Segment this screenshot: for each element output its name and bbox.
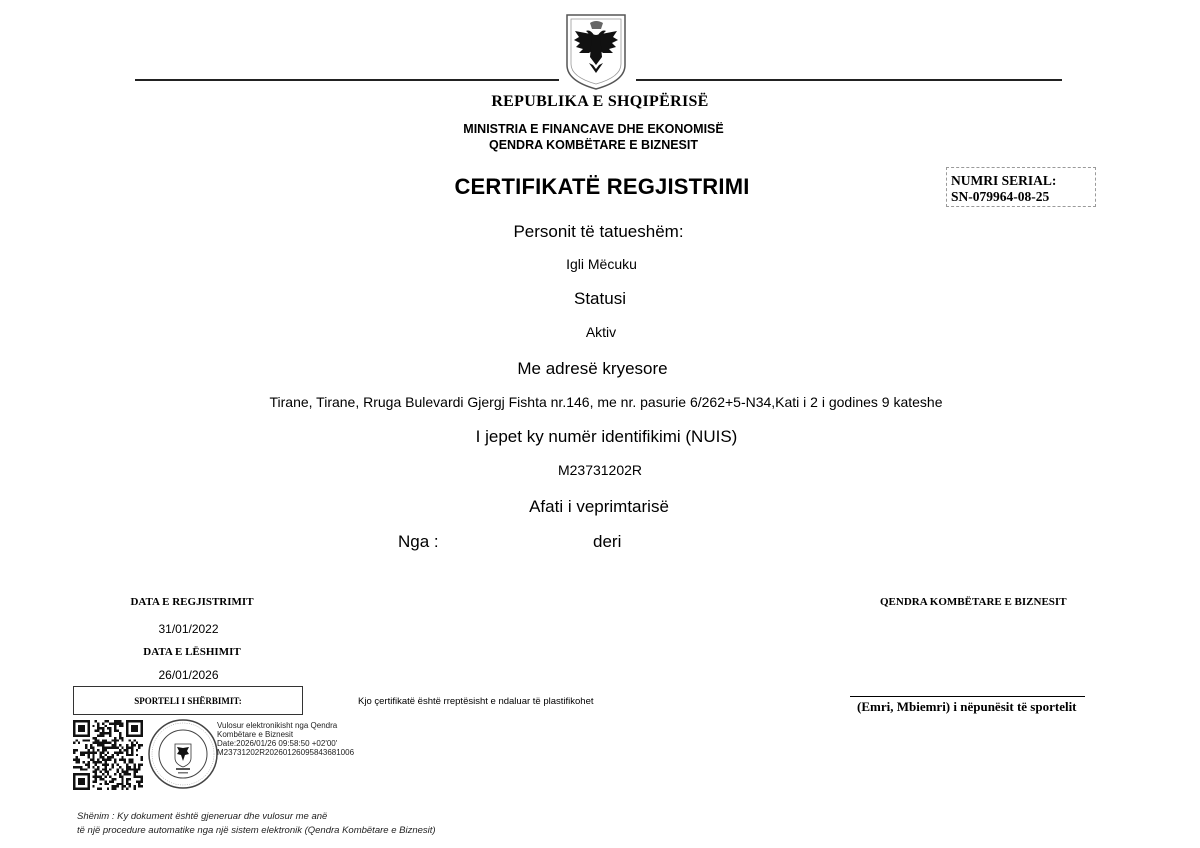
footer-note-line-1: Shënim : Ky dokument është gjeneruar dhe vulosur me anë (77, 811, 328, 822)
to-label: deri (593, 532, 622, 551)
republic-heading: REPUBLIKA E SHQIPËRISË (491, 93, 709, 110)
signature-line (850, 696, 1085, 697)
center-heading: QENDRA KOMBËTARE E BIZNESIT (488, 138, 699, 152)
serial-label: NUMRI SERIAL: (951, 173, 1057, 188)
esign-line-2: Kombëtare e Biznesit (217, 730, 294, 739)
nuis-label: I jepet ky numër identifikimi (NUIS) (475, 427, 738, 446)
from-label: Nga : (398, 532, 439, 551)
header-rule-right (636, 79, 1062, 81)
term-label: Afati i veprimtarisë (529, 497, 669, 516)
ministry-heading: MINISTRIA E FINANCAVE DHE EKONOMISË (463, 122, 724, 136)
issue-date-label: DATA E LËSHIMIT (143, 646, 241, 658)
registration-date-label: DATA E REGJISTRIMIT (130, 596, 254, 608)
electronic-seal-icon (147, 718, 219, 790)
address-label: Me adresë kryesore (517, 359, 668, 378)
status-label: Statusi (574, 289, 626, 308)
esign-line-1: Vulosur elektronikisht nga Qendra (217, 721, 338, 730)
address-value: Tirane, Tirane, Rruga Bulevardi Gjergj Fishta nr.146, me nr. pasurie 6/262+5-N34,Kati i 2 i godines 9 kateshe (269, 394, 943, 410)
electronic-signature-block (217, 721, 354, 757)
albanian-eagle-emblem-icon (565, 13, 627, 91)
esign-line-4: M23731202R20260126095843681006 (217, 748, 355, 757)
footer-note (77, 810, 436, 838)
serial-value: SN-079964-08-25 (951, 189, 1050, 204)
signature-label: (Emri, Mbiemri) i nëpunësit të sportelit (857, 699, 1077, 714)
person-label: Personit të tatueshëm: (513, 222, 684, 241)
lamination-note: Kjo çertifikatë është rreptësisht e ndaluar të plastifikohet (358, 696, 594, 707)
qr-code-icon (73, 720, 143, 790)
serial-number-box (946, 167, 1096, 207)
service-desk-box: SPORTELI I SHËRBIMIT: (73, 686, 303, 715)
header-rule-left (135, 79, 559, 81)
issue-date-value: 26/01/2026 (158, 668, 219, 682)
issuing-center-label: QENDRA KOMBËTARE E BIZNESIT (880, 596, 1067, 608)
nuis-value: M23731202R (557, 462, 643, 478)
footer-note-line-2: të një procedure automatike nga një sistem elektronik (Qendra Kombëtare e Biznesit) (77, 825, 436, 836)
status-value: Aktiv (585, 324, 617, 340)
registration-date-value: 31/01/2022 (158, 622, 219, 636)
esign-line-3: Date:2026/01/26 09:58:50 +02'00' (217, 739, 338, 748)
certificate-title: CERTIFIKATË REGJISTRIMI (454, 174, 750, 199)
person-value: Igli Mëcuku (566, 256, 637, 272)
